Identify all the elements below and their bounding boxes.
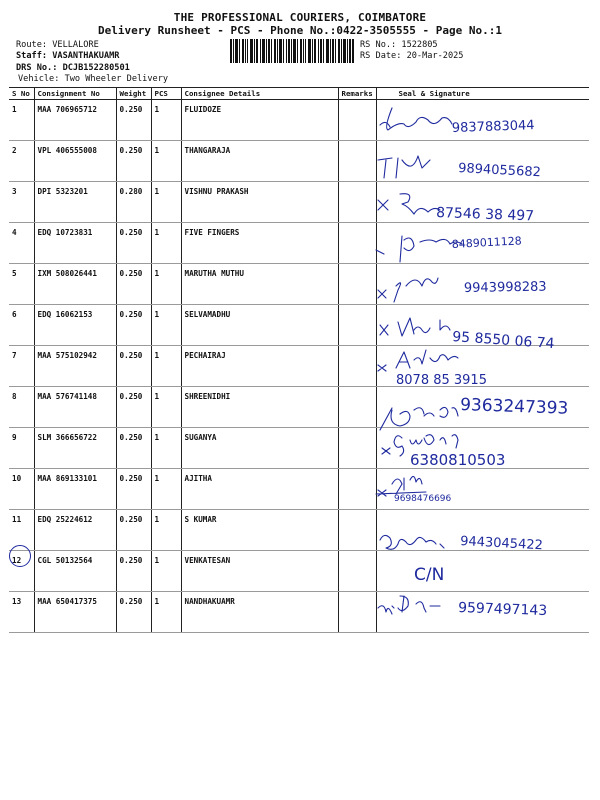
cell-remarks (338, 510, 376, 551)
cell-remarks (338, 305, 376, 346)
cell-pcs: 1 (151, 387, 181, 428)
rs-number: RS No.: 1522805 (360, 40, 438, 50)
staff-label: Staff: VASANTHAKUAMR (16, 51, 120, 61)
cell-seal (376, 346, 589, 387)
cell-sno: 3 (9, 182, 34, 223)
cell-consignment: EDQ 16062153 (34, 305, 116, 346)
cell-seal (376, 182, 589, 223)
cell-pcs: 1 (151, 346, 181, 387)
table-row (9, 100, 589, 141)
cell-seal (376, 141, 589, 182)
cell-pcs: 1 (151, 551, 181, 592)
cell-weight: 0.250 (116, 223, 151, 264)
cell-consignment: MAA 706965712 (34, 100, 116, 141)
table-header-row (9, 88, 589, 100)
cell-consignment: IXM 508026441 (34, 264, 116, 305)
company-title: THE PROFESSIONAL COURIERS, COIMBATORE (173, 11, 427, 24)
cell-pcs: 1 (151, 264, 181, 305)
cell-pcs: 1 (151, 223, 181, 264)
cell-remarks (338, 387, 376, 428)
cell-seal (376, 264, 589, 305)
cell-consignment: EDQ 25224612 (34, 510, 116, 551)
signature-phone: 87546 38 497 (435, 205, 535, 225)
cell-remarks (338, 469, 376, 510)
cell-sno: 9 (9, 428, 34, 469)
table-row (9, 223, 589, 264)
signature-phone: 9943998283 (463, 279, 547, 296)
cell-seal (376, 510, 589, 554)
signature-phone: 8078 85 3915 (396, 373, 487, 388)
cell-weight: 0.250 (116, 592, 151, 633)
runsheet-table (9, 87, 589, 633)
col-remarks: Remarks (338, 88, 376, 100)
cell-sno: 4 (9, 223, 34, 264)
cell-consignee: SUGANYA (181, 428, 338, 469)
cell-pcs: 1 (151, 100, 181, 141)
table-row (9, 551, 589, 592)
cell-consignee: FIVE FINGERS (181, 223, 338, 264)
col-weight: Weight (116, 88, 151, 100)
col-seal: Seal & Signature (376, 88, 589, 100)
cell-weight: 0.250 (116, 346, 151, 387)
cell-seal (376, 592, 589, 633)
table-row (9, 387, 589, 428)
col-pcs: PCS (151, 88, 181, 100)
cell-sno: 10 (9, 469, 34, 510)
cell-remarks (338, 264, 376, 305)
table-row (9, 182, 589, 223)
cell-seal (376, 223, 589, 264)
barcode-icon (230, 39, 354, 63)
signature-phone: 9363247393 (459, 395, 569, 419)
drs-label: DRS No.: DCJB152280501 (16, 63, 130, 73)
cell-weight: 0.280 (116, 182, 151, 223)
table-row (9, 141, 589, 182)
cell-consignee: VISHNU PRAKASH (181, 182, 338, 223)
table-row (9, 346, 589, 387)
cell-consignment: MAA 575102942 (34, 346, 116, 387)
col-sno: S No (9, 88, 34, 100)
cell-consignee: MARUTHA MUTHU (181, 264, 338, 305)
cell-seal (376, 305, 589, 346)
signature-phone: 95 8550 06 74 (451, 329, 556, 353)
cell-sno: 12 (9, 551, 34, 592)
cell-consignee: THANGARAJA (181, 141, 338, 182)
cell-remarks (338, 182, 376, 223)
cell-pcs: 1 (151, 305, 181, 346)
handwritten-circle-mark (9, 545, 31, 567)
table-row (9, 592, 589, 633)
cell-consignee: SHREENIDHI (181, 387, 338, 428)
cell-consignee: AJITHA (181, 469, 338, 510)
signature-phone: 8489011128 (451, 234, 523, 251)
cell-consignee: S KUMAR (181, 510, 338, 551)
cell-consignment: MAA 650417375 (34, 592, 116, 633)
table-row (9, 510, 589, 551)
cell-weight: 0.250 (116, 469, 151, 510)
cell-weight: 0.250 (116, 264, 151, 305)
signature-cn-note: C/N (414, 565, 445, 585)
cell-consignment: VPL 406555008 (34, 141, 116, 182)
cell-remarks (338, 592, 376, 633)
table-row (9, 264, 589, 305)
cell-consignment: EDQ 10723831 (34, 223, 116, 264)
cell-remarks (338, 141, 376, 182)
runsheet-subtitle: Delivery Runsheet - PCS - Phone No.:0422-3505555 - Page No.:1 (98, 24, 502, 37)
cell-sno: 2 (9, 141, 34, 182)
cell-pcs: 1 (151, 592, 181, 633)
cell-sno: 1 (9, 100, 34, 141)
signature-phone: 9894055682 (457, 161, 542, 181)
cell-sno: 7 (9, 346, 34, 387)
cell-sno: 13 (9, 592, 34, 633)
cell-seal (376, 469, 589, 510)
vehicle-label: Vehicle: Two Wheeler Delivery (18, 74, 169, 84)
route-label: Route: VELLALORE (16, 40, 99, 50)
signature-phone: 6380810503 (410, 451, 506, 469)
signature-phone: 9597497143 (457, 600, 548, 620)
cell-weight: 0.250 (116, 510, 151, 551)
cell-seal (376, 387, 589, 428)
cell-sno: 6 (9, 305, 34, 346)
cell-weight: 0.250 (116, 428, 151, 469)
table-row (9, 428, 589, 469)
cell-sno: 5 (9, 264, 34, 305)
cell-sno: 11 (9, 510, 34, 551)
cell-weight: 0.250 (116, 141, 151, 182)
cell-remarks (338, 551, 376, 592)
rs-date: RS Date: 20-Mar-2025 (360, 51, 464, 61)
cell-seal (376, 428, 589, 469)
cell-weight: 0.250 (116, 551, 151, 592)
cell-remarks (338, 428, 376, 469)
col-consignment: Consignment No (34, 88, 116, 100)
cell-remarks (338, 100, 376, 141)
cell-pcs: 1 (151, 182, 181, 223)
table-row (9, 305, 589, 346)
signature-phone: 9698476696 (394, 494, 452, 504)
cell-consignment: CGL 50132564 (34, 551, 116, 592)
signature-phone: 9443045422 (459, 534, 544, 554)
cell-remarks (338, 223, 376, 264)
cell-remarks (338, 346, 376, 387)
cell-weight: 0.250 (116, 100, 151, 141)
signature-phone: 9837883044 (451, 118, 535, 136)
cell-consignee: VENKATESAN (181, 551, 338, 592)
col-consignee: Consignee Details (181, 88, 338, 100)
cell-consignment: DPI 5323201 (34, 182, 116, 223)
cell-weight: 0.250 (116, 305, 151, 346)
cell-sno: 8 (9, 387, 34, 428)
cell-consignment: MAA 576741148 (34, 387, 116, 428)
cell-pcs: 1 (151, 510, 181, 551)
cell-seal (376, 100, 589, 141)
cell-consignee: SELVAMADHU (181, 305, 338, 346)
cell-pcs: 1 (151, 469, 181, 510)
table-row (9, 469, 589, 510)
cell-seal (376, 551, 589, 592)
cell-consignment: SLM 366656722 (34, 428, 116, 469)
cell-weight: 0.250 (116, 387, 151, 428)
cell-consignee: FLUIDOZE (181, 100, 338, 141)
cell-consignment: MAA 869133101 (34, 469, 116, 510)
cell-consignee: PECHAIRAJ (181, 346, 338, 387)
cell-consignee: NANDHAKUAMR (181, 592, 338, 633)
cell-pcs: 1 (151, 428, 181, 469)
cell-pcs: 1 (151, 141, 181, 182)
